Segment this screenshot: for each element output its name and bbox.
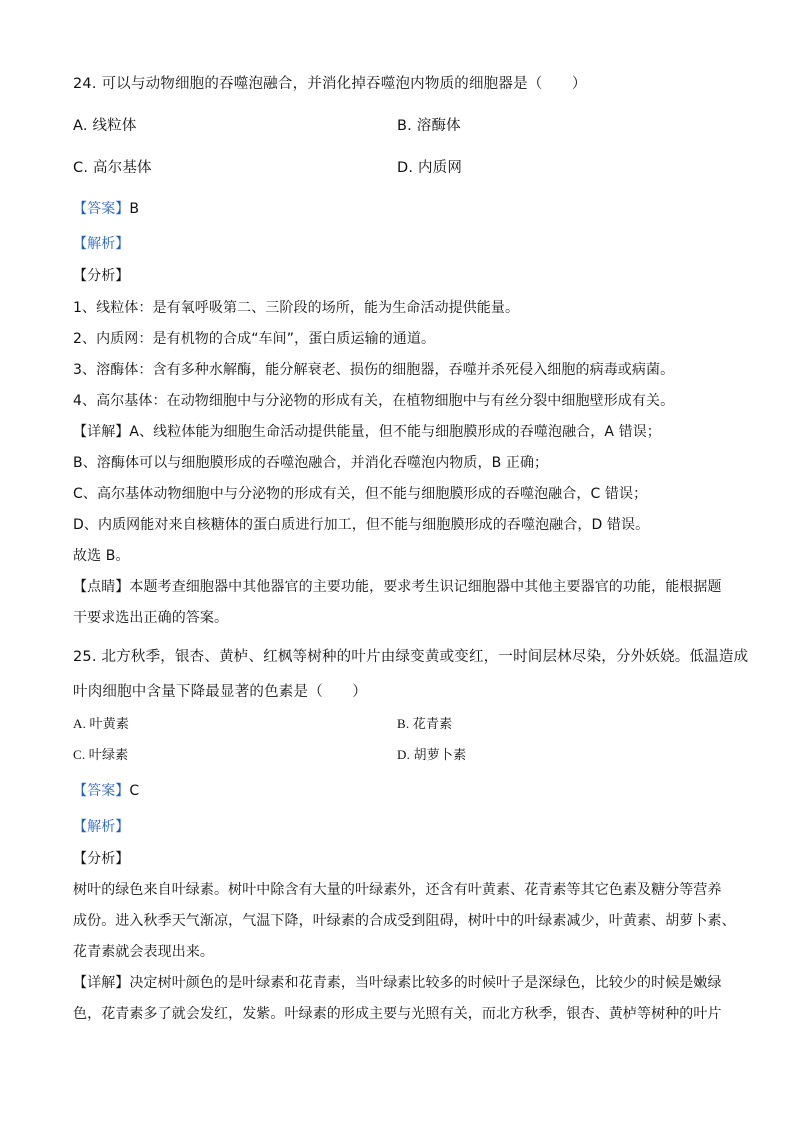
q24-xiangjie-line: C、高尔基体动物细胞中与分泌物的形成有关，但不能与细胞膜形成的吞噬泡融合，C 错误； [73,486,648,502]
q24-xiangjie-line: B、溶酶体可以与细胞膜形成的吞噬泡融合，并消化吞噬泡内物质，B 正确； [73,455,549,471]
q25-stem-line1: 25. 北方秋季，银杏、黄栌、红枫等树种的叶片由绿变黄或变红，一时间层林尽染，分外妖娆。低温造成 [73,649,749,665]
q24-fenxi-line: 2、内质网：是有机物的合成“车间”，蛋白质运输的通道。 [73,331,436,347]
q24-dianjing-first [73,576,722,596]
answer-tag: 【答案】 [73,783,130,799]
q25-stem-line2: 叶肉细胞中含量下降最显著的色素是（ ） [73,684,367,700]
q24-fenxi-line: 1、线粒体：是有氧呼吸第二、三阶段的场所，能为生命活动提供能量。 [73,300,520,316]
xiangjie-text: A、线粒体能为细胞生命活动提供能量，但不能与细胞膜形成的吞噬泡融合，A 错误； [129,424,661,440]
q24-dianjing-second: 干要求选出正确的答案。 [73,610,229,626]
q25-option-a: A. 叶黄素 [73,716,130,731]
q24-fenxi-line: 3、溶酶体：含有多种水解酶，能分解衰老、损伤的细胞器，吞噬并杀死侵入细胞的病毒或病菌。 [73,362,675,378]
q24-option-d: D. 内质网 [397,160,463,176]
answer-tag: 【答案】 [73,201,130,217]
q25-fenxi-line: 花青素就会表现出来。 [73,944,214,960]
q24-xiangjie-first [73,421,661,441]
q25-answer-row [73,780,139,800]
xiangjie-tag: 【详解】 [73,975,130,991]
q25-jiexi-tag: 【解析】 [73,819,130,835]
q25-fenxi-tag: 【分析】 [73,851,130,867]
q24-conclusion: 故选 B。 [73,548,130,564]
dianjing-tag: 【点睛】 [73,579,130,595]
q24-answer-row [73,198,139,218]
answer-value: C [129,783,140,799]
answer-value: B [129,201,140,217]
q24-xiangjie-line: D、内质网能对来自核糖体的蛋白质进行加工，但不能与细胞膜形成的吞噬泡融合，D 错误。 [73,517,650,533]
q25-option-b: B. 花青素 [397,716,453,731]
q25-xiangjie-first [73,972,722,992]
q24-fenxi-line: 4、高尔基体：在动物细胞中与分泌物的形成有关，在植物细胞中与有丝分裂中细胞壁形成有关。 [73,393,675,409]
q24-option-c: C. 高尔基体 [73,160,152,176]
q25-fenxi-line: 树叶的绿色来自叶绿素。树叶中除含有大量的叶绿素外，还含有叶黄素、花青素等其它色素及糖分等营养 [73,882,722,898]
q24-option-a: A. 线粒体 [73,118,137,134]
xiangjie-tag: 【详解】 [73,424,130,440]
q24-option-b: B. 溶酶体 [397,118,461,134]
q24-fenxi-tag: 【分析】 [73,268,130,284]
q25-xiangjie-line: 色，花青素多了就会发红，发紫。叶绿素的形成主要与光照有关，而北方秋季，银杏、黄栌等树种的叶片 [73,1006,722,1022]
q24-jiexi-tag: 【解析】 [73,236,130,252]
q24-stem: 24. 可以与动物细胞的吞噬泡融合，并消化掉吞噬泡内物质的细胞器是（ ） [73,76,587,92]
q25-option-d: D. 胡萝卜素 [397,747,467,762]
q25-fenxi-line: 成份。进入秋季天气渐凉，气温下降，叶绿素的合成受到阻碍，树叶中的叶绿素减少，叶黄素、胡萝卜素、 [73,913,736,929]
xiangjie-text: 决定树叶颜色的是叶绿素和花青素，当叶绿素比较多的时候叶子是深绿色，比较少的时候是嫩绿 [129,975,722,991]
dianjing-text: 本题考查细胞器中其他器官的主要功能，要求考生识记细胞器中其他主要器官的功能，能根据题 [129,579,722,595]
q25-option-c: C. 叶绿素 [73,747,129,762]
